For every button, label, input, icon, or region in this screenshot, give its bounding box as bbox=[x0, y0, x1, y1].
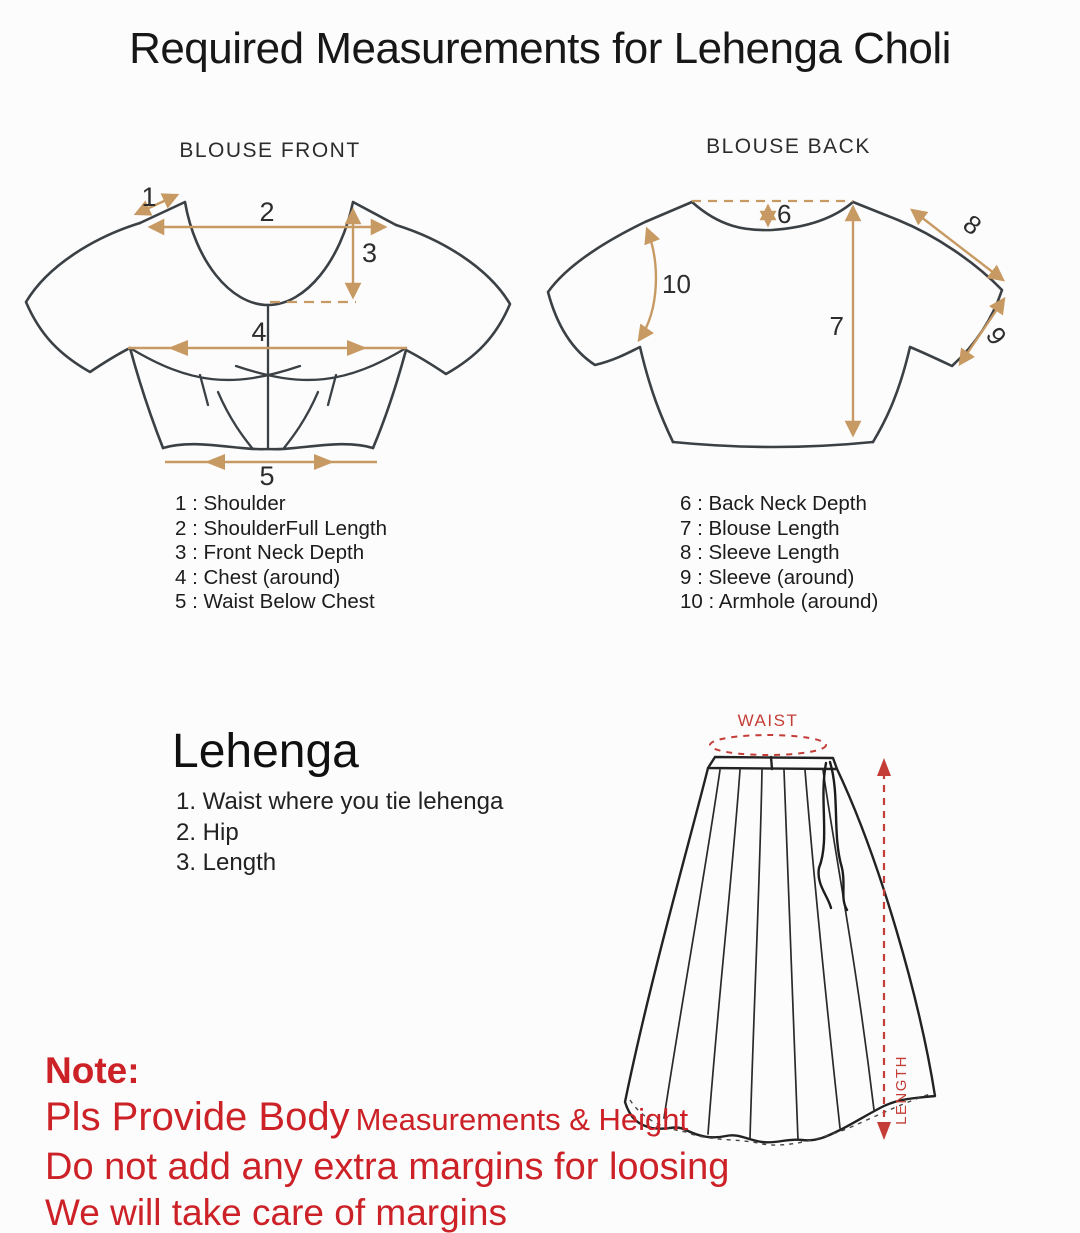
blouse-front-diagram bbox=[0, 180, 540, 490]
front-measure-3: 3 bbox=[362, 238, 378, 268]
skirt-length-label: LENGTH bbox=[893, 1055, 910, 1125]
back-measure-8: 8 bbox=[957, 208, 988, 242]
back-measure-9: 9 bbox=[979, 321, 1013, 351]
note-line-2: Do not add any extra margins for loosing bbox=[45, 1146, 730, 1188]
blouse-back-measure-arrows bbox=[639, 201, 1004, 435]
list-item: 2. Hip bbox=[176, 818, 239, 846]
length-measure-arrow bbox=[877, 758, 891, 1140]
blouse-back-legend bbox=[680, 492, 878, 615]
skirt-outline bbox=[625, 757, 935, 1142]
note-line-1-primary: Pls Provide Body bbox=[45, 1095, 350, 1139]
front-measure-5: 5 bbox=[259, 461, 275, 490]
waist-measure-ellipse bbox=[710, 735, 826, 755]
note-heading: Note: bbox=[45, 1050, 140, 1091]
skirt-pleats bbox=[664, 770, 874, 1140]
blouse-back-label: BLOUSE BACK bbox=[706, 135, 871, 158]
blouse-front-label: BLOUSE FRONT bbox=[179, 139, 361, 162]
legend-item: 10 : Armhole (around) bbox=[680, 590, 879, 613]
blouse-front-outline bbox=[26, 202, 510, 449]
blouse-front-legend bbox=[175, 492, 387, 615]
legend-item: 6 : Back Neck Depth bbox=[680, 492, 867, 515]
legend-item: 2 : ShoulderFull Length bbox=[175, 516, 387, 540]
back-measure-6: 6 bbox=[777, 199, 792, 229]
blouse-back-outline bbox=[548, 202, 1002, 447]
legend-item: 8 : Sleeve Length bbox=[680, 541, 840, 564]
blouse-back-diagram bbox=[540, 180, 1080, 490]
front-measure-1: 1 bbox=[141, 182, 157, 212]
legend-item: 5 : Waist Below Chest bbox=[175, 590, 375, 613]
front-measure-2: 2 bbox=[259, 197, 275, 227]
front-measure-4: 4 bbox=[251, 317, 267, 347]
note-line-1 bbox=[45, 1095, 688, 1140]
lehenga-heading: Lehenga bbox=[172, 725, 359, 778]
legend-item: 7 : Blouse Length bbox=[680, 516, 840, 540]
list-item: 3. Length bbox=[176, 849, 277, 876]
list-item: 1. Waist where you tie lehenga bbox=[176, 788, 504, 815]
lehenga-measurement-list bbox=[176, 787, 503, 879]
lehenga-skirt-diagram bbox=[590, 700, 1080, 1160]
skirt-waist-label: WAIST bbox=[737, 711, 799, 730]
legend-item: 3 : Front Neck Depth bbox=[175, 541, 365, 564]
page-title: Required Measurements for Lehenga Choli bbox=[129, 24, 951, 73]
legend-item: 1 : Shoulder bbox=[175, 492, 286, 515]
legend-item: 4 : Chest (around) bbox=[175, 565, 341, 589]
back-measure-7: 7 bbox=[829, 311, 844, 341]
note-line-3: We will take care of margins bbox=[45, 1192, 507, 1233]
back-measure-10: 10 bbox=[662, 269, 691, 299]
legend-item: 9 : Sleeve (around) bbox=[680, 565, 855, 589]
note-line-1-secondary: Measurements & Height bbox=[355, 1102, 689, 1137]
